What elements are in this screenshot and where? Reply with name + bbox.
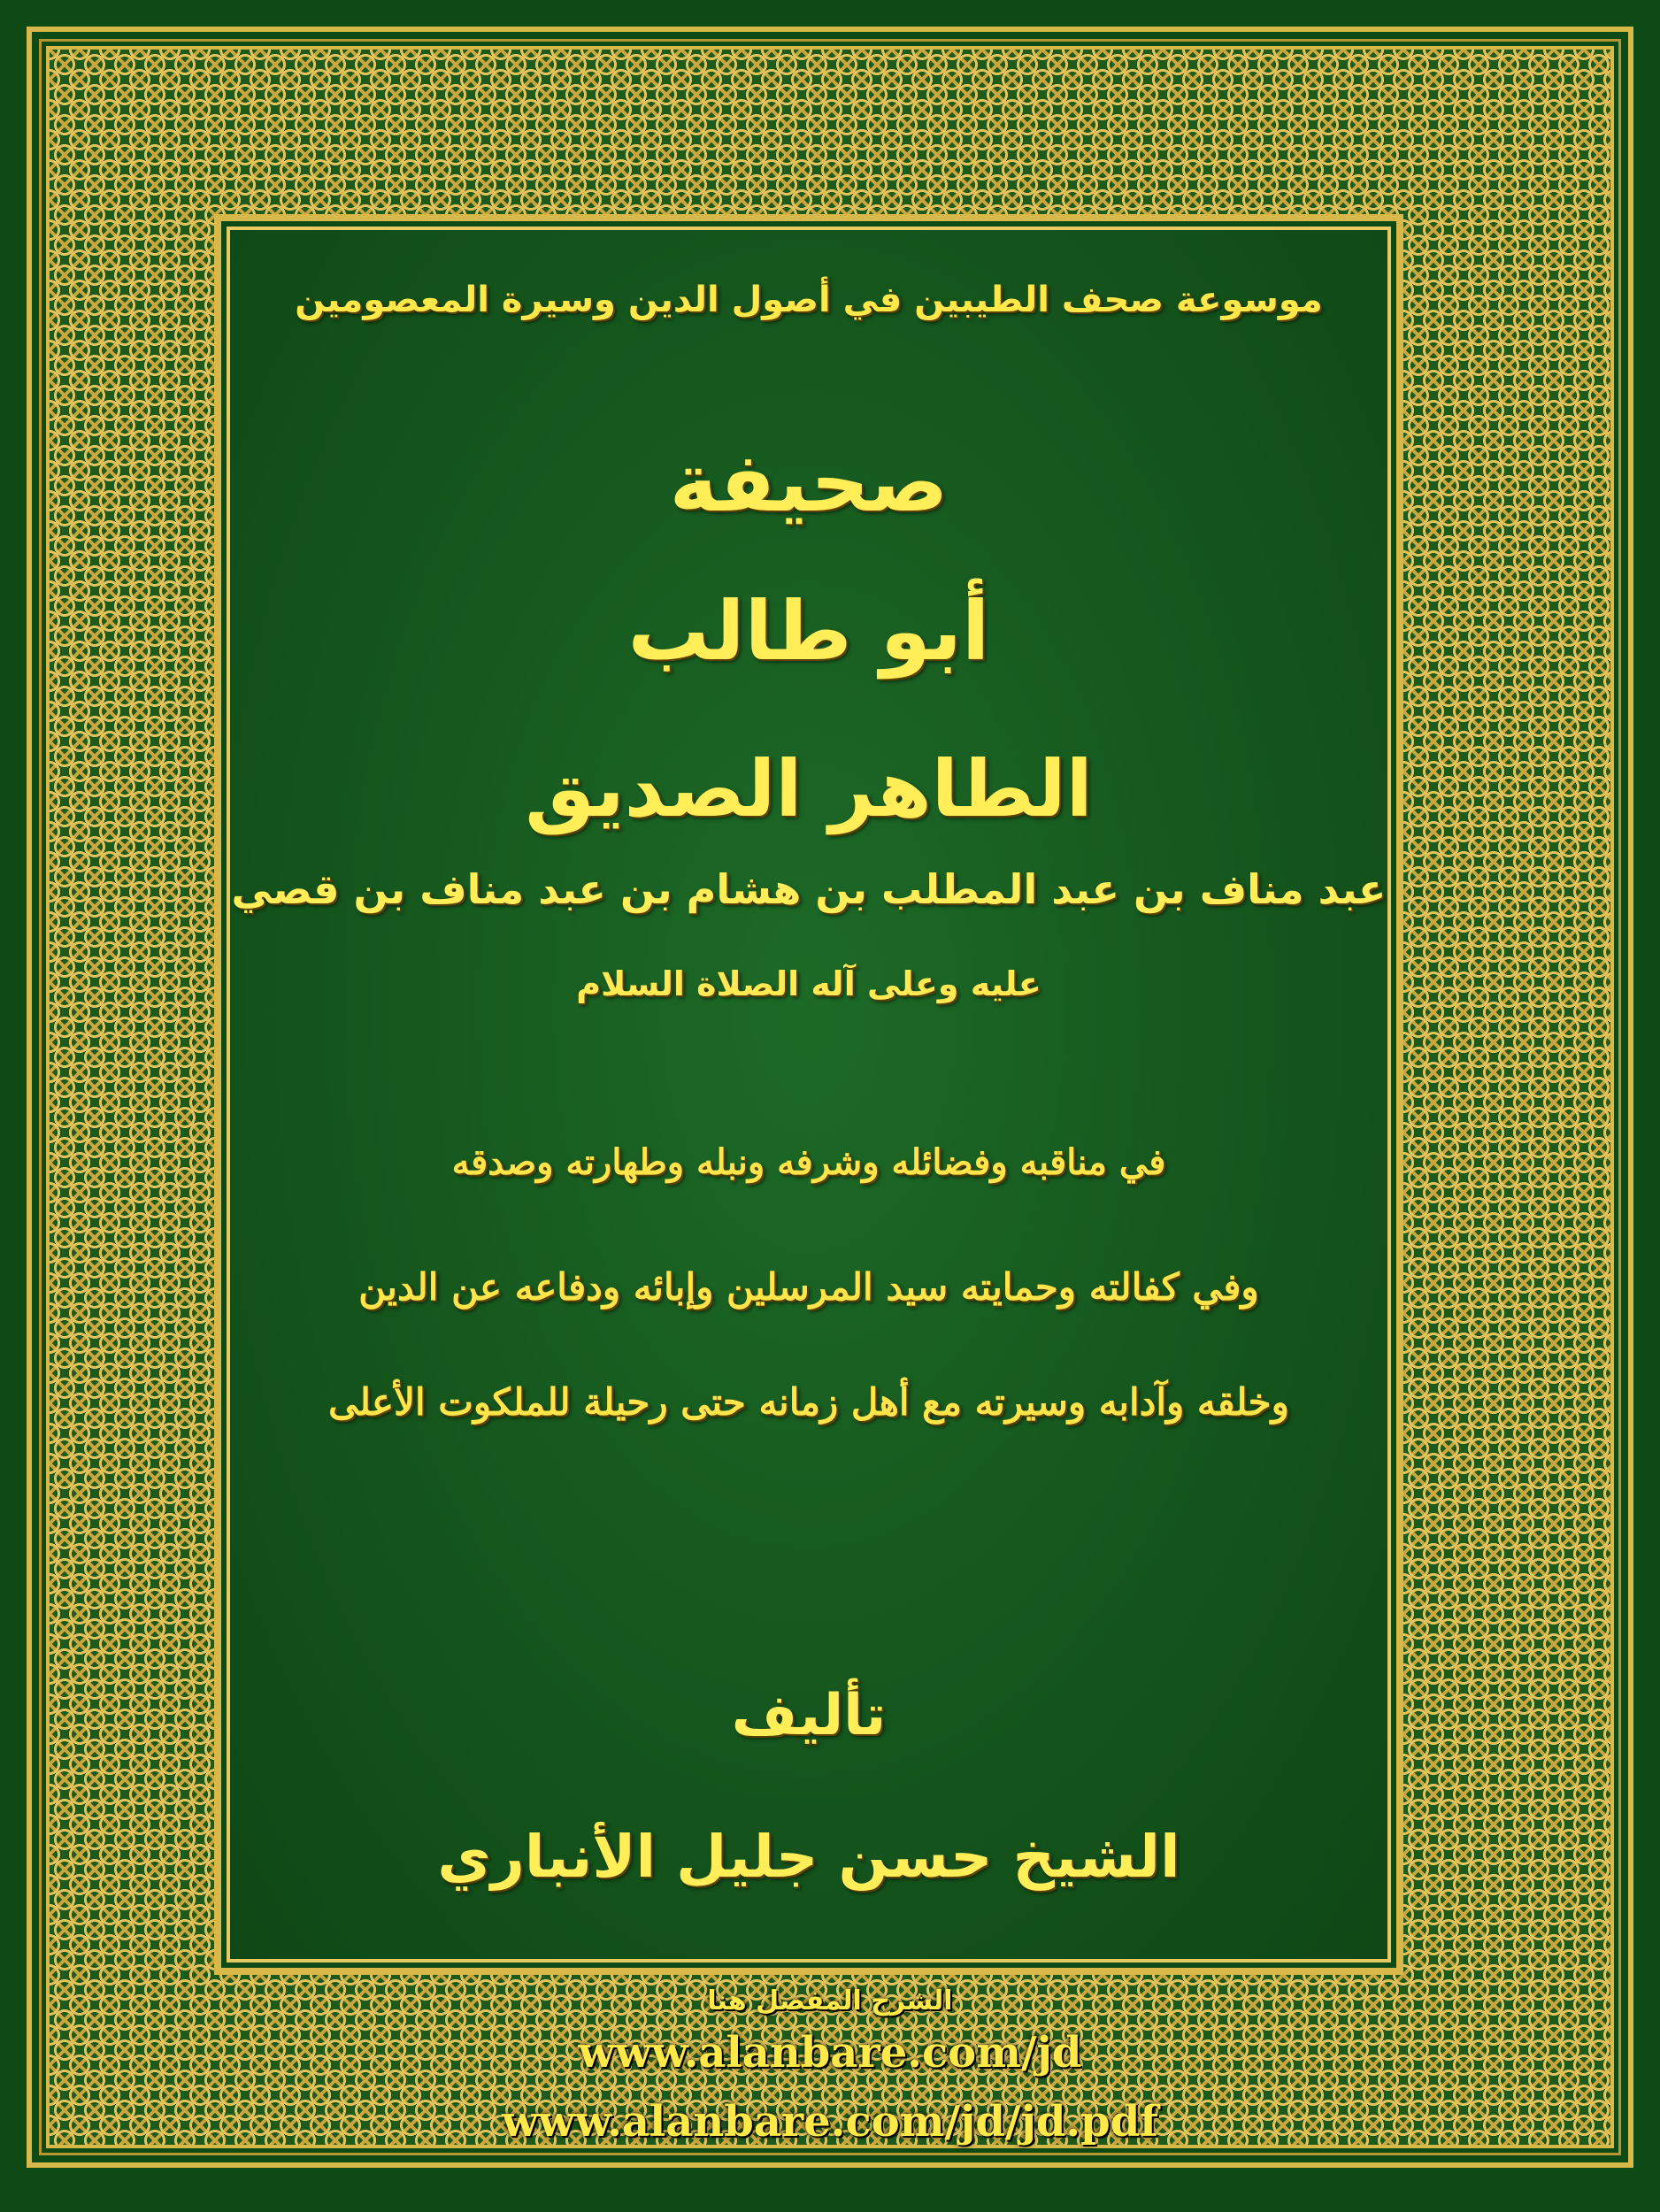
blessing-line: عليه وعلى آله الصلاة السلام [576,964,1041,1003]
author-name: الشيخ حسن جليل الأنباري [437,1823,1180,1891]
description-line-1: في مناقبه وفضائله وشرفه ونبله وطهارته وصدقه [451,1141,1166,1183]
footer-url-1[interactable]: www.alanbare.com/jd [578,2028,1082,2078]
byline: تأليف [731,1683,887,1748]
lineage-line: عبد مناف بن عبد المطلب بن هشام بن عبد مناف بن قصي [231,865,1387,913]
description-line-2: وفي كفالته وحمايته سيد المرسلين وإبائه ودفاعه عن الدين [358,1265,1259,1309]
title-line-3: الطاهر الصديق [525,743,1093,834]
footer-url-2[interactable]: www.alanbare.com/jd/jd.pdf [502,2097,1158,2147]
description-line-3: وخلقه وآدابه وسيرته مع أهل زمانه حتى رحيلة للملكوت الأعلى [328,1380,1289,1424]
title-panel [227,227,1391,1962]
series-title: موسوعة صحف الطيبين في أصول الدين وسيرة المعصومين [295,280,1323,320]
footer-label: الشرح المفصل هنا [707,1985,953,2016]
title-line-1: صحيفة [669,435,949,530]
title-panel-frame [214,214,1403,1975]
title-line-2: أبو طالب [627,584,990,679]
